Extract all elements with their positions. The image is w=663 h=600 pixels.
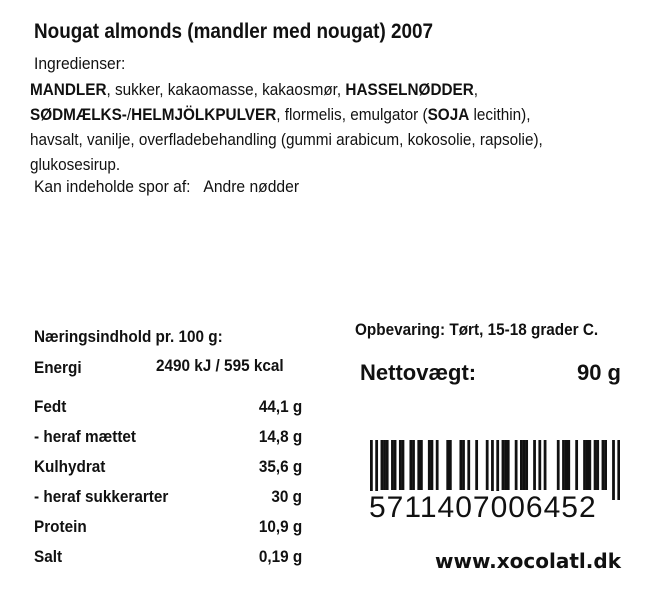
barcode-bar [586, 440, 589, 490]
barcode-bar [612, 440, 615, 500]
barcode-bar [399, 440, 402, 490]
barcode-bar [504, 440, 507, 490]
ingredients-label: Ingredienser: [34, 54, 126, 73]
nutrition-label: Salt [34, 547, 63, 566]
allergen-text: HASSELNØDDER [345, 80, 474, 99]
barcode-bar [417, 440, 420, 490]
product-title: Nougat almonds (mandler med nougat) 2007 [34, 20, 434, 43]
nutrition-value: 14,8 g [258, 427, 302, 446]
may-contain [34, 177, 299, 197]
nutrition-value: 10,9 g [258, 517, 302, 536]
barcode-bar [467, 440, 470, 490]
nutrition-label: Fedt [34, 397, 67, 416]
ingredients-line [30, 127, 543, 152]
nutrition-value: 30 g [271, 487, 302, 506]
barcode-bar [588, 440, 591, 490]
barcode-bar [562, 440, 565, 490]
barcode-bar [538, 440, 541, 490]
nutrition-energy-value: 2490 kJ / 595 kcal [156, 356, 284, 375]
ingredient-text: , flormelis, emulgator ( [276, 105, 428, 124]
ingredient-text: , sukker, kakaomasse, kakaosmør, [106, 80, 346, 99]
nutrition-value: 44,1 g [258, 397, 302, 416]
ingredient-text: lecithin), [469, 105, 531, 124]
barcode-bar [604, 440, 607, 490]
barcode-bar [594, 440, 597, 490]
barcode-bar [446, 440, 449, 490]
allergen-text: MANDLER [30, 80, 107, 99]
barcode-bar [557, 440, 560, 490]
barcode-bar [617, 440, 620, 500]
ingredient-text: / [126, 105, 132, 124]
barcode-bar [565, 440, 568, 490]
barcode-bar [575, 440, 578, 490]
barcode-bar [420, 440, 423, 490]
barcode-bar [449, 440, 452, 490]
nutrition-label: Kulhydrat [34, 457, 106, 476]
ingredients-list [30, 77, 543, 177]
barcode-bar [383, 440, 386, 490]
ingredients-line [30, 77, 543, 102]
barcode-bar [523, 440, 526, 490]
nutrition-heading: Næringsindhold pr. 100 g: [34, 327, 223, 346]
barcode-bar [409, 440, 412, 490]
barcode-bar [412, 440, 415, 490]
barcode-bar [533, 440, 536, 490]
nutrition-value: 0,19 g [258, 547, 302, 566]
nutrition-label: Protein [34, 517, 87, 536]
barcode-number: 5711407006452 [366, 491, 600, 525]
barcode-bar [520, 440, 523, 490]
net-weight-label: Nettovægt: [360, 360, 477, 385]
barcode-bar [428, 440, 431, 490]
nutrition-label: - heraf sukkerarter [34, 487, 169, 506]
allergen-text: SØDMÆLKS- [30, 105, 127, 124]
barcode-bar [583, 440, 586, 490]
barcode-bar [486, 440, 489, 490]
barcode-bar [525, 440, 528, 490]
storage-info: Opbevaring: Tørt, 15-18 grader C. [355, 320, 599, 339]
website-url: www.xocolatl.dk [435, 549, 621, 573]
allergen-text: HELMJÖLKPULVER [131, 105, 277, 124]
barcode-bar [381, 440, 384, 490]
ingredients-line [30, 102, 543, 127]
barcode-bar [462, 440, 465, 490]
allergen-text: SOJA [427, 105, 470, 124]
barcode-bar [394, 440, 397, 490]
barcode-bar [431, 440, 434, 490]
barcode-bar [567, 440, 570, 490]
barcode-bar [507, 440, 510, 490]
barcode-bar [596, 440, 599, 490]
may-contain-value: Andre nødder [203, 177, 300, 196]
barcode-bar [515, 440, 518, 490]
barcode-bar [391, 440, 394, 490]
ingredient-text: , [473, 80, 479, 99]
barcode-bar [436, 440, 439, 490]
may-contain-label: Kan indeholde spor af: [34, 177, 191, 196]
barcode-bar [602, 440, 605, 490]
barcode-bar [386, 440, 389, 490]
ingredients-line [30, 152, 543, 177]
nutrition-label: - heraf mættet [34, 427, 137, 446]
barcode-bar [502, 440, 505, 490]
barcode-bar [459, 440, 462, 490]
net-weight-value: 90 g [576, 360, 621, 385]
ingredient-text: glukosesirup. [30, 155, 121, 174]
nutrition-energy-label: Energi [34, 358, 82, 377]
ingredient-text: havsalt, vanilje, overfladebehandling (gummi arabicum, kokosolie, rapsolie), [30, 130, 543, 149]
nutrition-value: 35,6 g [258, 457, 302, 476]
barcode-bar [544, 440, 547, 490]
barcode-bar [475, 440, 478, 490]
barcode-bar [402, 440, 405, 490]
